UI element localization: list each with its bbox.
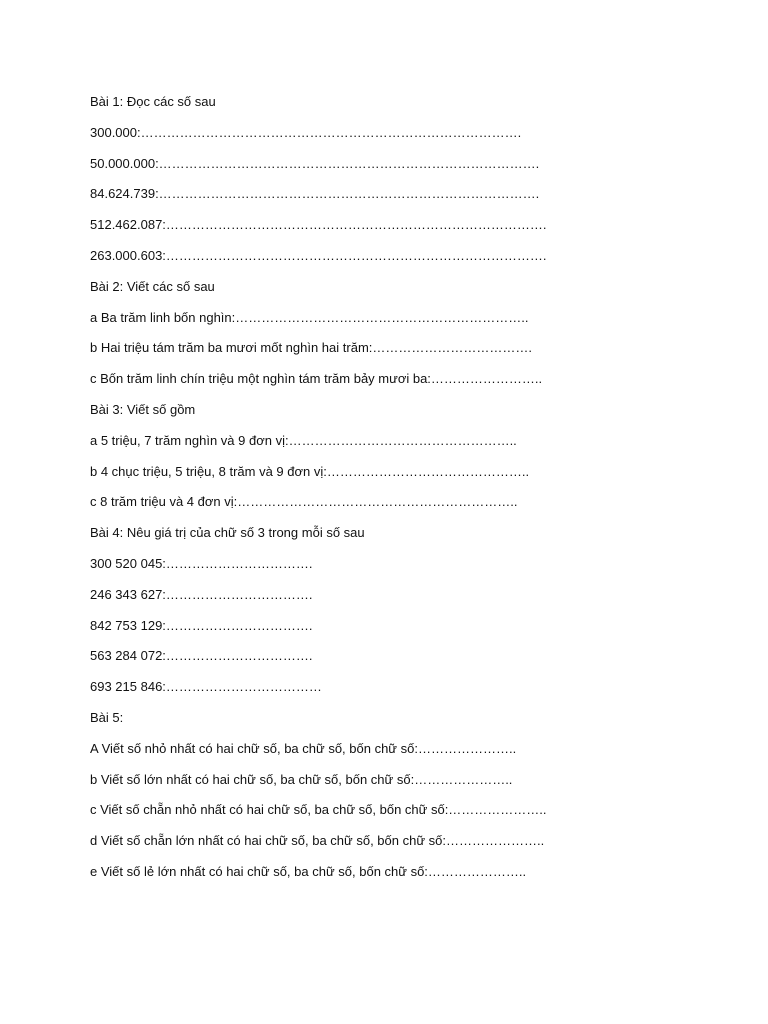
- exercise-1-item-1: 300.000:…………………………………………………………………………….: [90, 124, 522, 140]
- exercise-5-item-d: d Viết số chẵn lớn nhất có hai chữ số, ba chữ số, bốn chữ số:…………………..: [90, 833, 545, 849]
- exercise-2-item-b: b Hai triệu tám trăm ba mươi mốt nghìn hai trăm:……………………………….: [90, 340, 532, 356]
- exercise-5-item-a: A Viết số nhỏ nhất có hai chữ số, ba chữ số, bốn chữ số:…………………..: [90, 740, 517, 756]
- exercise-4-item-1: 300 520 045:…………………………….: [90, 555, 313, 571]
- document-body: [90, 93, 730, 894]
- exercise-3-item-a: a 5 triệu, 7 trăm nghìn và 9 đơn vị:……………………………………………..: [90, 432, 517, 448]
- exercise-4-heading: Bài 4: Nêu giá trị của chữ số 3 trong mỗi số sau: [90, 525, 365, 541]
- exercise-4-item-5: 693 215 846:………………………………: [90, 679, 322, 695]
- exercise-1-item-5: 263.000.603:…………………………………………………………………………….: [90, 247, 547, 263]
- exercise-2-heading: Bài 2: Viết các số sau: [90, 278, 215, 294]
- exercise-2-item-a: a Ba trăm linh bốn nghìn:…………………………………………………………..: [90, 309, 529, 325]
- exercise-5-item-c: c Viết số chẵn nhỏ nhất có hai chữ số, ba chữ số, bốn chữ số:…………………..: [90, 802, 547, 818]
- exercise-5-heading: Bài 5:: [90, 709, 124, 725]
- exercise-3-heading: Bài 3: Viết số gồm: [90, 401, 196, 417]
- exercise-1-item-2: 50.000.000:…………………………………………………………………………….: [90, 155, 540, 171]
- exercise-1-item-4: 512.462.087:…………………………………………………………………………….: [90, 217, 547, 233]
- exercise-5-item-b: b Viết số lớn nhất có hai chữ số, ba chữ số, bốn chữ số:…………………..: [90, 771, 513, 787]
- exercise-4-item-2: 246 343 627:…………………………….: [90, 586, 313, 602]
- exercise-4-item-4: 563 284 072:…………………………….: [90, 648, 313, 664]
- exercise-5-item-e: e Viết số lẻ lớn nhất có hai chữ số, ba chữ số, bốn chữ số:…………………..: [90, 863, 527, 879]
- exercise-4-item-3: 842 753 129:…………………………….: [90, 617, 313, 633]
- exercise-1-heading: Bài 1: Đọc các số sau: [90, 94, 216, 109]
- exercise-3-item-c: c 8 trăm triệu và 4 đơn vị:………………………………………………………..: [90, 494, 518, 510]
- exercise-3-item-b: b 4 chục triệu, 5 triệu, 8 trăm và 9 đơn vị:………………………………………..: [90, 463, 530, 479]
- exercise-1-item-3: 84.624.739:…………………………………………………………………………….: [90, 186, 540, 202]
- exercise-2-item-c: c Bốn trăm linh chín triệu một nghìn tám trăm bảy mươi ba:……………………..: [90, 371, 543, 387]
